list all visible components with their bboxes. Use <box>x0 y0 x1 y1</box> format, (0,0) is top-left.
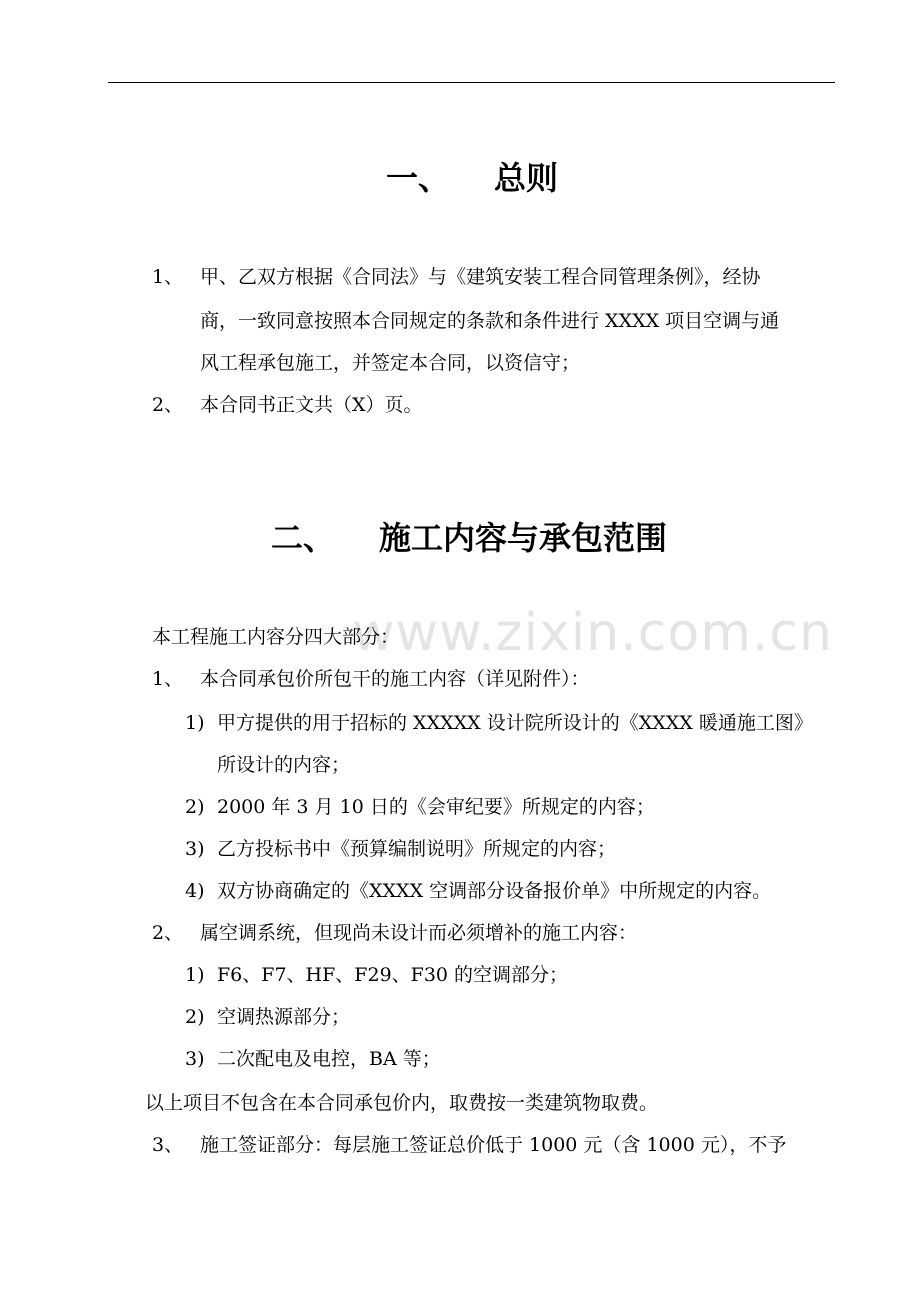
section-2-title: 施工内容与承包范围 <box>379 519 668 557</box>
s2-item-1-sub-1-line-1: 甲方提供的用于招标的 XXXXX 设计院所设计的《XXXX 暖通施工图》 <box>217 712 813 734</box>
s2-item-1-sub-3-number: 3) <box>185 838 205 860</box>
s1-item-1-line-2: 商，一致同意按照本合同规定的条款和条件进行 XXXX 项目空调与通 <box>200 310 780 332</box>
s2-item-1-sub-2-number: 2) <box>185 796 205 818</box>
s2-item-2-sub-2-number: 2) <box>185 1006 205 1028</box>
s2-item-2-sub-3-number: 3) <box>185 1048 205 1070</box>
s1-item-2-line-1: 本合同书正文共（X）页。 <box>200 394 423 416</box>
s2-note: 以上项目不包含在本合同承包价内，取费按一类建筑物取费。 <box>145 1092 659 1114</box>
section-1-number: 一、 <box>386 159 451 197</box>
s2-item-1-sub-1-number: 1) <box>185 712 205 734</box>
s2-item-2-sub-2-text: 空调热源部分； <box>217 1006 351 1028</box>
section-1-title: 总则 <box>494 159 559 197</box>
s2-item-1-sub-2-line-1: 2000 年 3 月 10 日的《会审纪要》所规定的内容； <box>217 796 655 818</box>
s2-item-1-number: 1、 <box>152 668 184 690</box>
s1-item-1-number: 1、 <box>152 266 184 288</box>
s1-item-1-line-3: 风工程承包施工，并签定本合同，以资信守； <box>200 352 581 374</box>
section-1-heading <box>386 158 558 198</box>
s2-item-1-sub-4-line-1: 双方协商确定的《XXXX 空调部分设备报价单》中所规定的内容。 <box>217 880 772 902</box>
watermark: www.zixin.com.cn <box>352 603 833 663</box>
s2-intro: 本工程施工内容分四大部分： <box>152 626 400 648</box>
s2-item-2-sub-1-number: 1) <box>185 964 205 986</box>
s2-item-1-sub-1-line-2: 所设计的内容； <box>217 754 351 776</box>
s2-item-1-sub-4-number: 4) <box>185 880 205 902</box>
section-2-heading <box>271 518 667 558</box>
s2-item-3-text: 施工签证部分：每层施工签证总价低于 1000 元（含 1000 元），不予 <box>200 1134 787 1156</box>
s2-item-3-number: 3、 <box>152 1134 184 1156</box>
section-2-number: 二、 <box>271 519 336 557</box>
header-rule <box>108 82 835 83</box>
s2-item-1-sub-3-line-1: 乙方投标书中《预算编制说明》所规定的内容； <box>217 838 617 860</box>
s1-item-2-number: 2、 <box>152 394 184 416</box>
s2-item-1-text: 本合同承包价所包干的施工内容（详见附件）： <box>200 668 590 690</box>
s2-item-2-text: 属空调系统，但现尚未设计而必须增补的施工内容： <box>200 922 638 944</box>
s2-item-2-number: 2、 <box>152 922 184 944</box>
s2-item-2-sub-1-text: F6、F7、HF、F29、F30 的空调部分； <box>217 964 569 986</box>
s2-item-2-sub-3-text: 二次配电及电控，BA 等； <box>217 1048 441 1070</box>
s1-item-1-line-1: 甲、乙双方根据《合同法》与《建筑安装工程合同管理条例》，经协 <box>200 266 761 288</box>
